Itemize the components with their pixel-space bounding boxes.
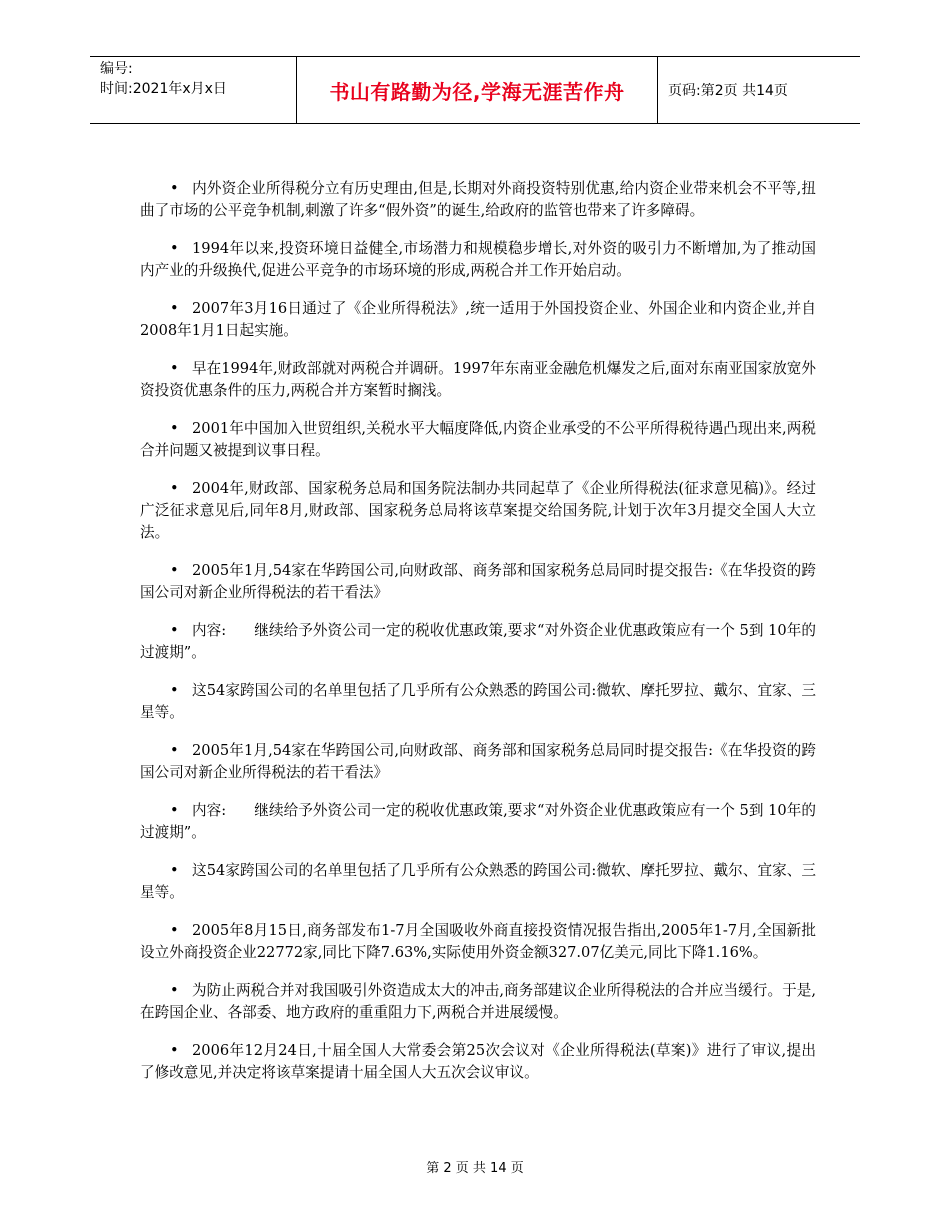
paragraph bbox=[140, 980, 816, 1024]
page-footer: 第 2 页 共 14 页 bbox=[426, 1161, 524, 1176]
document-body bbox=[140, 178, 816, 1100]
paragraph-text: 内外资企业所得税分立有历史理由,但是,长期对外商投资特别优惠,给内资企业带来机会不平等,扭曲了市场的公平竞争机制,刺激了许多“假外资”的诞生,给政府的监管也带来了许多障碍。 bbox=[140, 180, 816, 219]
paragraph bbox=[140, 560, 816, 604]
paragraph bbox=[140, 418, 816, 462]
paragraph bbox=[140, 620, 816, 664]
header-meta bbox=[90, 57, 296, 123]
document-number-label: 编号: bbox=[100, 61, 133, 77]
document-time-label: 时间:2021年x月x日 bbox=[100, 81, 227, 97]
paragraph-text: 早在1994年,财政部就对两税合并调研。1997年东南亚金融危机爆发之后,面对东南亚国家放宽外资投资优惠条件的压力,两税合并方案暂时搁浅。 bbox=[140, 360, 816, 399]
bullet-marker: • bbox=[170, 480, 179, 497]
bullet-marker: • bbox=[170, 742, 179, 759]
paragraph-text: 2006年12月24日,十届全国人大常委会第25次会议对《企业所得税法(草案)》进行了审议,提出了修改意见,并决定将该草案提请十届全国人大五次会议审议。 bbox=[140, 1042, 816, 1081]
bullet-marker: • bbox=[170, 1042, 179, 1059]
paragraph-text: 为防止两税合并对我国吸引外资造成太大的冲击,商务部建议企业所得税法的合并应当缓行。于是,在跨国企业、各部委、地方政府的重重阻力下,两税合并进展缓慢。 bbox=[140, 982, 816, 1021]
header-motto: 书山有路勤为径,学海无涯苦作舟 bbox=[329, 79, 625, 104]
bullet-marker: • bbox=[170, 360, 179, 377]
paragraph bbox=[140, 680, 816, 724]
paragraph bbox=[140, 740, 816, 784]
paragraph bbox=[140, 358, 816, 402]
paragraph bbox=[140, 238, 816, 282]
paragraph bbox=[140, 920, 816, 964]
paragraph bbox=[140, 860, 816, 904]
bullet-marker: • bbox=[170, 982, 179, 999]
header-motto-cell bbox=[296, 57, 658, 123]
paragraph-text: 2007年3月16日通过了《企业所得税法》,统一适用于外国投资企业、外国企业和内资企业,并自2008年1月1日起实施。 bbox=[140, 300, 816, 339]
paragraph bbox=[140, 800, 816, 844]
header-page-cell bbox=[658, 57, 860, 123]
bullet-marker: • bbox=[170, 562, 179, 579]
bullet-marker: • bbox=[170, 622, 179, 639]
paragraph-text: 2001年中国加入世贸组织,关税水平大幅度降低,内资企业承受的不公平所得税待遇凸现出来,两税合并问题又被提到议事日程。 bbox=[140, 420, 816, 459]
bullet-marker: • bbox=[170, 180, 179, 197]
paragraph-text: 内容: 继续给予外资公司一定的税收优惠政策,要求“对外资企业优惠政策应有一个 5到 10年的过渡期”。 bbox=[140, 622, 816, 661]
paragraph-text: 这54家跨国公司的名单里包括了几乎所有公众熟悉的跨国公司:微软、摩托罗拉、戴尔、宜家、三星等。 bbox=[140, 862, 816, 901]
paragraph-text: 2005年1月,54家在华跨国公司,向财政部、商务部和国家税务总局同时提交报告:《在华投资的跨国公司对新企业所得税法的若干看法》 bbox=[140, 742, 816, 781]
bullet-marker: • bbox=[170, 240, 179, 257]
bullet-marker: • bbox=[170, 922, 179, 939]
bullet-marker: • bbox=[170, 862, 179, 879]
paragraph bbox=[140, 1040, 816, 1084]
bullet-marker: • bbox=[170, 420, 179, 437]
paragraph-text: 内容: 继续给予外资公司一定的税收优惠政策,要求“对外资企业优惠政策应有一个 5到 10年的过渡期”。 bbox=[140, 802, 816, 841]
paragraph-text: 这54家跨国公司的名单里包括了几乎所有公众熟悉的跨国公司:微软、摩托罗拉、戴尔、宜家、三星等。 bbox=[140, 682, 816, 721]
page-header bbox=[90, 56, 860, 124]
paragraph-text: 1994年以来,投资环境日益健全,市场潜力和规模稳步增长,对外资的吸引力不断增加,为了推动国内产业的升级换代,促进公平竞争的市场环境的形成,两税合并工作开始启动。 bbox=[140, 240, 816, 279]
paragraph bbox=[140, 178, 816, 222]
bullet-marker: • bbox=[170, 300, 179, 317]
bullet-marker: • bbox=[170, 802, 179, 819]
paragraph bbox=[140, 478, 816, 544]
paragraph-text: 2004年,财政部、国家税务总局和国务院法制办共同起草了《企业所得税法(征求意见稿)》。经过广泛征求意见后,同年8月,财政部、国家税务总局将该草案提交给国务院,计划于次年3月提交全国人大立法。 bbox=[140, 480, 816, 541]
header-page-label: 页码:第2页 共14页 bbox=[668, 83, 788, 99]
paragraph-text: 2005年8月15日,商务部发布1-7月全国吸收外商直接投资情况报告指出,2005年1-7月,全国新批设立外商投资企业22772家,同比下降7.63%,实际使用外资金额327.07亿美元,同比下降1.16%。 bbox=[140, 922, 816, 961]
paragraph bbox=[140, 298, 816, 342]
paragraph-text: 2005年1月,54家在华跨国公司,向财政部、商务部和国家税务总局同时提交报告:《在华投资的跨国公司对新企业所得税法的若干看法》 bbox=[140, 562, 816, 601]
bullet-marker: • bbox=[170, 682, 179, 699]
